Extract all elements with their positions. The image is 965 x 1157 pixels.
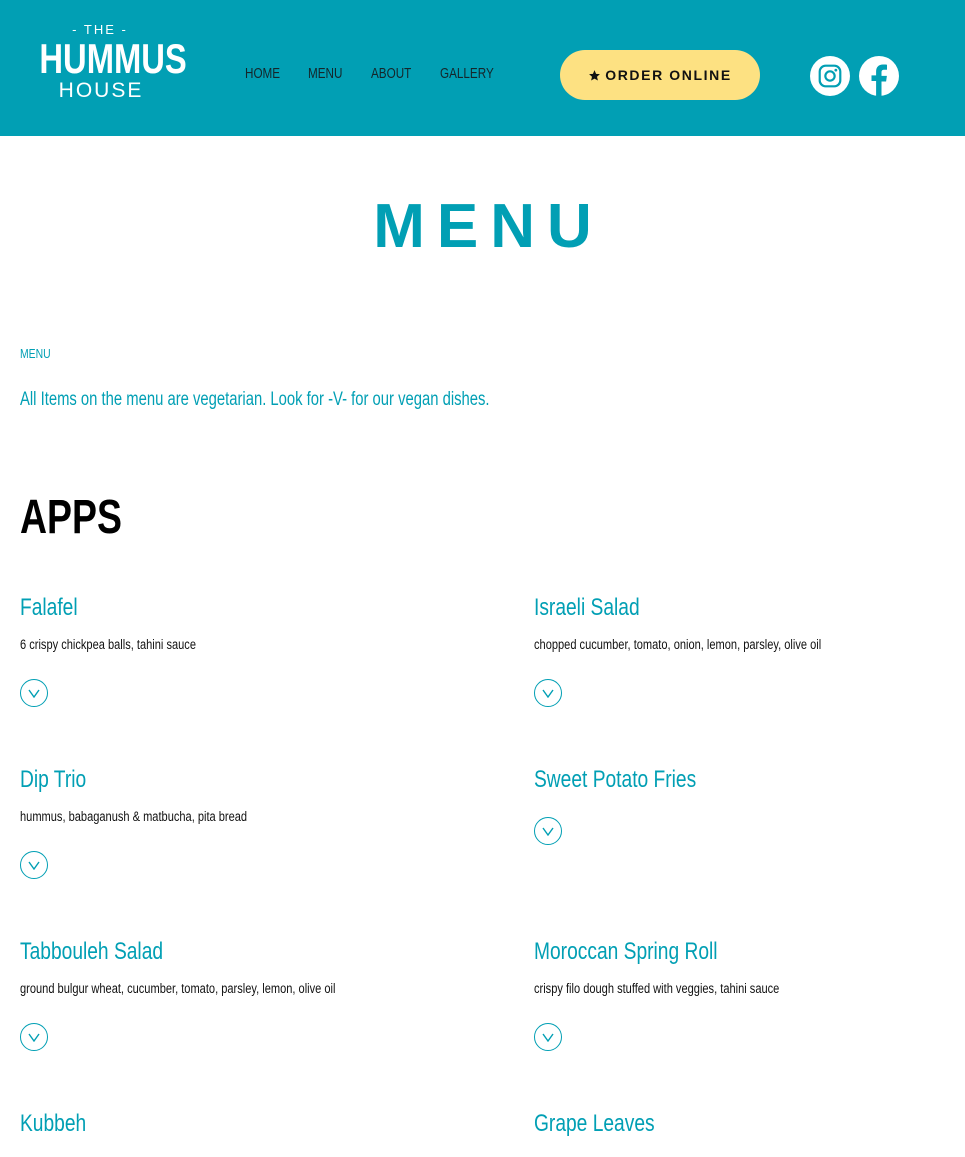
nav-about[interactable]: ABOUT [371, 65, 412, 82]
menu-item-desc: crispy filo dough stuffed with veggies, tahini sauce [534, 981, 780, 996]
nav-gallery[interactable]: GALLERY [440, 65, 494, 82]
instagram-glyph [817, 63, 843, 89]
menu-item-name: Grape Leaves [534, 1110, 655, 1137]
menu-item-name: Israeli Salad [534, 594, 640, 621]
section-title-apps: APPS [20, 491, 122, 544]
facebook-glyph [859, 56, 899, 96]
vegan-icon [20, 851, 48, 879]
vegan-icon [20, 679, 48, 707]
logo-hummus: HUMMUS [39, 35, 187, 82]
menu-item [534, 765, 965, 795]
menu-item [20, 593, 460, 654]
menu-item [534, 1109, 965, 1139]
menu-item-name: Kubbeh [20, 1110, 87, 1137]
menu-item-desc: hummus, babaganush & matbucha, pita bread [20, 809, 248, 824]
logo-house: HOUSE [58, 79, 144, 102]
vegan-icon [534, 817, 562, 845]
order-online-label: ORDER ONLINE [605, 67, 732, 83]
nav-menu[interactable]: MENU [308, 65, 343, 82]
page-title: MENU [373, 192, 604, 261]
menu-item-name: Falafel [20, 594, 78, 621]
vegan-icon [534, 679, 562, 707]
logo-the: - THE - [72, 22, 128, 37]
menu-item [20, 765, 460, 826]
menu-item [534, 937, 965, 998]
order-online-button[interactable] [560, 50, 760, 100]
vegan-icon [20, 1023, 48, 1051]
menu-item [20, 937, 460, 998]
star-icon [588, 69, 601, 82]
menu-item-desc: ground bulgur wheat, cucumber, tomato, parsley, lemon, olive oil [20, 981, 336, 996]
menu-item-name: Dip Trio [20, 766, 87, 793]
instagram-icon[interactable] [810, 56, 850, 96]
breadcrumb: MENU [20, 346, 51, 361]
vegan-icon [534, 1023, 562, 1051]
menu-item [20, 1109, 460, 1139]
menu-item-desc: 6 crispy chickpea balls, tahini sauce [20, 637, 196, 652]
menu-item-name: Tabbouleh Salad [20, 938, 164, 965]
facebook-icon[interactable] [859, 56, 899, 96]
menu-item-name: Sweet Potato Fries [534, 766, 697, 793]
logo[interactable] [30, 22, 187, 110]
vegetarian-note: All Items on the menu are vegetarian. Look for -V- for our vegan dishes. [20, 389, 490, 410]
menu-item-desc: chopped cucumber, tomato, onion, lemon, parsley, olive oil [534, 637, 822, 652]
site-header [0, 0, 965, 136]
menu-item [534, 593, 965, 654]
menu-item-name: Moroccan Spring Roll [534, 938, 718, 965]
nav-home[interactable]: HOME [245, 65, 281, 82]
